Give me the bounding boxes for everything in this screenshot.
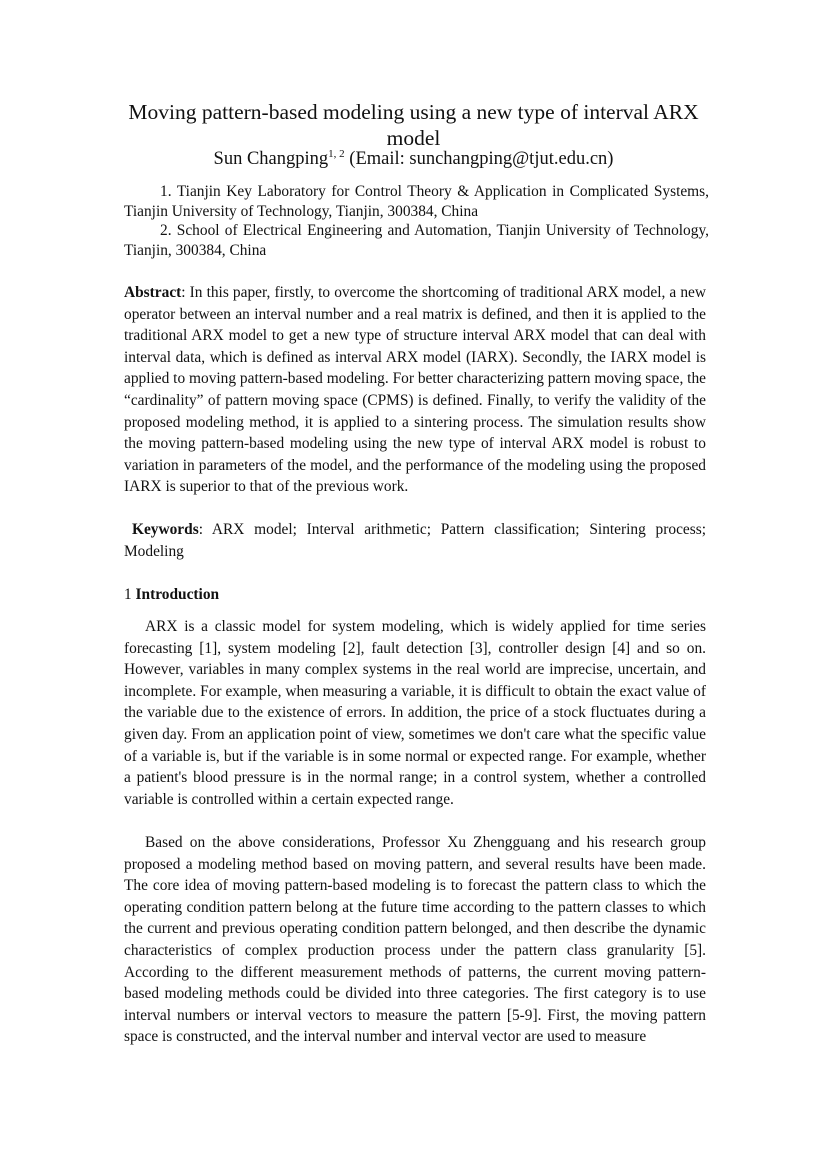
section-number: 1 (124, 586, 136, 603)
keywords-label: Keywords (132, 521, 199, 538)
abstract-label: Abstract (124, 284, 182, 301)
abstract-text: : In this paper, firstly, to overcome the shortcoming of traditional ARX model, a new operator between an interval number and a real matrix is defined, and then it is applied to the traditional ARX model to get a new type of structure interval ARX model that can deal with interval data, which is defined as interval ARX model (IARX). Secondly, the IARX model is applied to moving pattern-based modeling. For better characterizing pattern moving space, the “cardinality” of pattern moving space (CPMS) is defined. Finally, to verify the validity of the proposed modeling method, it is applied to a sintering process. The simulation results show the moving pattern-based modeling using the new type of interval ARX model is robust to variation in parameters of the model, and the performance of the modeling using the proposed IARX is superior to that of the previous work. (124, 284, 706, 496)
section-heading (124, 584, 706, 606)
author-email: (Email: sunchangping@tjut.edu.cn) (349, 149, 614, 169)
section-title: Introduction (135, 586, 220, 603)
author-line (120, 147, 707, 171)
author-affiliation-marks: 1, 2 (328, 148, 345, 160)
affiliation-2: 2. School of Electrical Engineering and Automation, Tianjin University of Technology, Tianjin, 300384, China (124, 222, 709, 259)
paper-title: Moving pattern-based modeling using a new type of interval ARX model (128, 100, 699, 150)
affiliation-1: 1. Tianjin Key Laboratory for Control Theory & Application in Complicated Systems, Tianjin University of Technology, Tianjin, 300384, China (124, 183, 709, 220)
keywords-text: : ARX model; Interval arithmetic; Pattern classification; Sintering process; Modeling (124, 521, 706, 560)
author-name: Sun Changping (213, 149, 329, 169)
abstract (124, 282, 706, 498)
intro-paragraph-2: Based on the above considerations, Professor Xu Zhengguang and his research group proposed a modeling method based on moving pattern, and several results have been made. The core idea of moving pattern-based modeling is to forecast the pattern class to which the operating condition pattern belong at the future time according to the pattern classes to which the current and previous operating condition pattern belonged, and then describe the dynamic characteristics of complex production process under the pattern class granularity [5]. According to the different measurement methods of patterns, the current moving pattern-based modeling methods could be divided into three categories. The first category is to use interval numbers or interval vectors to measure the pattern [5-9]. First, the moving pattern space is constructed, and the interval number and interval vector are used to measure (124, 834, 706, 1046)
keywords (124, 519, 706, 562)
intro-paragraph-1: ARX is a classic model for system modeling, which is widely applied for time series forecasting [1], system modeling [2], fault detection [3], controller design [4] and so on. However, variables in many complex systems in the real world are imprecise, uncertain, and incomplete. For example, when measuring a variable, it is difficult to obtain the exact value of the variable due to the existence of errors. In addition, the price of a stock fluctuates during a given day. From an application point of view, sometimes we don't care what the specific value of a variable is, but if the variable is in some normal or expected range. For example, whether a patient's blood pressure is in the normal range; in a control system, whether a controlled variable is controlled within a certain expected range. (124, 618, 706, 808)
